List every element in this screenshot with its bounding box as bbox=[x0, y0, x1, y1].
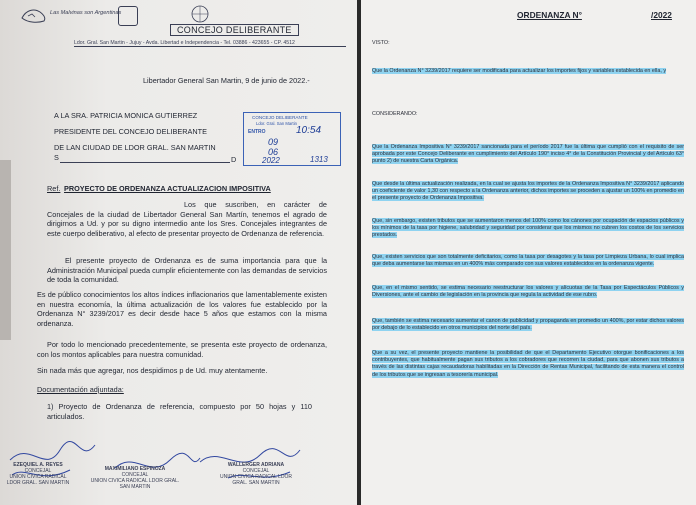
council-address: Ldor. Gral. San Martin - Jujuy - Avda. Libertad e Independencia - Tel. 03886 - 423655 - CP. 4512 bbox=[74, 40, 346, 47]
ordinance-year: /2022 bbox=[651, 10, 672, 20]
malvinas-icon bbox=[20, 6, 48, 24]
considerando-3 bbox=[372, 218, 684, 240]
signer-role: CONCEJAL bbox=[121, 472, 149, 478]
considerando-6 bbox=[372, 318, 684, 332]
stamp-month: 06 bbox=[268, 147, 279, 157]
stamp-subtitle: Ldor. Gral. San Martin bbox=[256, 121, 297, 126]
stamp-day: 09 bbox=[268, 137, 279, 147]
considerando-7 bbox=[372, 350, 684, 379]
signer-name: EZEQUIEL A. REYES bbox=[13, 462, 63, 468]
page-edge-shadow bbox=[0, 160, 11, 340]
visto-label: VISTO: bbox=[372, 40, 390, 46]
municipal-emblem-icon bbox=[118, 6, 138, 26]
stamp-title: CONCEJO DELIBERANTE bbox=[252, 115, 308, 120]
stamp-year: 2022 bbox=[262, 156, 280, 165]
party-label: Las Malvinas son Argentinas bbox=[50, 10, 122, 16]
stamp-number: 1313 bbox=[310, 155, 328, 164]
ordinance-title: ORDENANZA N° bbox=[517, 10, 582, 20]
council-name: CONCEJO DELIBERANTE bbox=[170, 24, 299, 36]
considerando-6-highlight: Que, también se estima necesario aumentar el canon de publicidad y propaganda en promedio un 400%, por estar dichos valores por debajo de lo establecido en otros municipios del norte del país. bbox=[372, 318, 684, 332]
considerando-7-highlight: Que a su vez, el presente proyecto mantiene la posibilidad de que el Departamento Ejecutivo otorgue bonificaciones a los contribuyentes, que habitualmente pagan sus tributos a los cobradores que recorren la ciudad, para que abonen sus tributos a través de las distintas cajas recaudadoras habilitadas en la Dirección de Rentas Municipal, facilitando de esta manera el control de los tributos que se ingresan a tesorería municipal. bbox=[372, 350, 684, 378]
considerando-3-highlight: Que, sin embargo, existen tributos que se aumentaron menos del 100% como los cánones por ocupación de espacios públicos y los mínimos de la tasa por higiene, salubridad y seguridad por considerar que los mismos no cubren los costos de los servicios prestados. bbox=[372, 218, 684, 239]
paragraph-5: Sin nada más que agregar, nos despidimos p de Ud. muy atentamente. bbox=[37, 366, 268, 375]
paragraph-4: Por todo lo mencionado precedentemente, se presenta este proyecto de ordenanza, con los montos aplicables para nuestra comunidad. bbox=[37, 340, 327, 359]
signature-block-espinoza bbox=[90, 466, 180, 490]
considerando-4-highlight: Que, existen servicios que son totalmente deficitarios, como la tasa por desagotes y la tasa por Limpieza Urbana, lo cual implica que deba aumentarse las mismas en un 400% más comparado con sus valores establecidos en la ordenanza vigente. bbox=[372, 254, 684, 268]
s-label: S bbox=[54, 153, 59, 162]
considerando-2-highlight: Que desde la última actualización realizada, en la cual se ajusta los importes de la Ordenanza Impositiva N° 3239/2017 aplicando un coeficiente de valor 1,30 con respecto a la Ordenanza anterior, dichos importes se proceden a ajustar un 100% en promedio en el presente proyecto de Ordenanza Impositiva. bbox=[372, 181, 684, 202]
considerando-1 bbox=[372, 144, 684, 166]
signature-block-reyes bbox=[2, 462, 74, 486]
visto-text-highlight: Que la Ordenanza N° 3239/2017 requiere ser modificada para actualizar los importes fijos y variables establecida en ella, y bbox=[372, 68, 667, 74]
considerando-5 bbox=[372, 285, 684, 299]
signer-role: CONCEJAL bbox=[24, 468, 52, 474]
considerando-label: CONSIDERANDO: bbox=[372, 111, 418, 117]
ordinance-page bbox=[361, 0, 696, 505]
attachments-heading: Documentación adjuntada: bbox=[37, 385, 124, 394]
signer-name: WALLERGER ADRIANA bbox=[227, 462, 285, 468]
signer-name: MAXIMILIANO ESPINOZA bbox=[104, 466, 166, 472]
addressee-line-2: PRESIDENTE DEL CONCEJO DELIBERANTE bbox=[54, 127, 207, 136]
place-date: Libertador General San Martin, 9 de junio de 2022.- bbox=[143, 76, 310, 85]
signer-party: UNION CIVICA RADICAL LDOR GRAL. SAN MARTIN bbox=[219, 474, 293, 486]
signer-role: CONCEJAL bbox=[242, 468, 270, 474]
considerando-4 bbox=[372, 254, 684, 268]
considerando-5-highlight: Que, en el mismo sentido, se estima necesario reestructurar los valores y alícuotas de la Tasa por Espectáculos Públicos y Diversiones, ante el cambio de legislación en la provincia que regula la actividad de ese rubro. bbox=[372, 285, 684, 299]
addressee-line-1: A LA SRA. PATRICIA MONICA GUTIERREZ bbox=[54, 111, 198, 120]
signer-party: UNION CIVICA RADICAL LDOR GRAL. SAN MARTIN bbox=[6, 474, 70, 486]
considerando-2 bbox=[372, 181, 684, 203]
d-label: D bbox=[231, 155, 237, 164]
visto-text bbox=[372, 68, 684, 75]
paragraph-1: Los que suscriben, en carácter de Concejales de la ciudad de Libertador General San Martín, tenemos el agrado de dirigirnos a Ud. y por su digno intermedio ante los Sres. Concejales integrantes de este cuerpo deliberativo, al efecto de presentar proyecto de Ordenanza de referencia. bbox=[47, 200, 327, 238]
crest-icon bbox=[180, 2, 220, 24]
signature-block-wallerger bbox=[216, 462, 296, 486]
sd-rule bbox=[60, 162, 230, 163]
attachment-item: 1) Proyecto de Ordenanza de referencia, compuesto por 50 hojas y 110 articulados. bbox=[47, 402, 312, 421]
paragraph-2: El presente proyecto de Ordenanza es de suma importancia para que la Administración Municipal pueda cumplir eficientemente con las demandas de servicios de toda la comunidad. bbox=[47, 256, 327, 285]
ref-label: Ref. bbox=[47, 184, 61, 193]
reception-stamp bbox=[243, 112, 341, 166]
stamp-folio: 10:54 bbox=[296, 125, 322, 136]
considerando-1-highlight: Que la Ordenanza Impositiva N° 3239/2017 sancionada para el período 2017 fue la última que cumplió con el requisito de ser aprobada por este Concejo Deliberante en cumplimiento del Artículo 190° inciso 4° de la Constitución Provincial y del Artículo 63° punto 2) de nuestra Carta Orgánica. bbox=[372, 144, 684, 165]
paragraph-3: Es de público conocimientos los altos índices inflacionarios que lamentablemente existen en nuestra economía, la última actualización de los valores fue establecido por la Ordenanza N° 3239/2017 es decir desde hace 5 años que estamos con la misma ordenanza. bbox=[37, 290, 327, 328]
signer-party: UNION CIVICA RADICAL LDOR GRAL. SAN MARTIN bbox=[90, 478, 180, 490]
stamp-entro-label: ENTRO bbox=[248, 129, 266, 135]
ref-title: PROYECTO DE ORDENANZA ACTUALIZACION IMPOSITIVA bbox=[64, 184, 271, 193]
addressee-line-3: DE LAN CIUDAD DE LDOR GRAL. SAN MARTIN bbox=[54, 143, 216, 152]
